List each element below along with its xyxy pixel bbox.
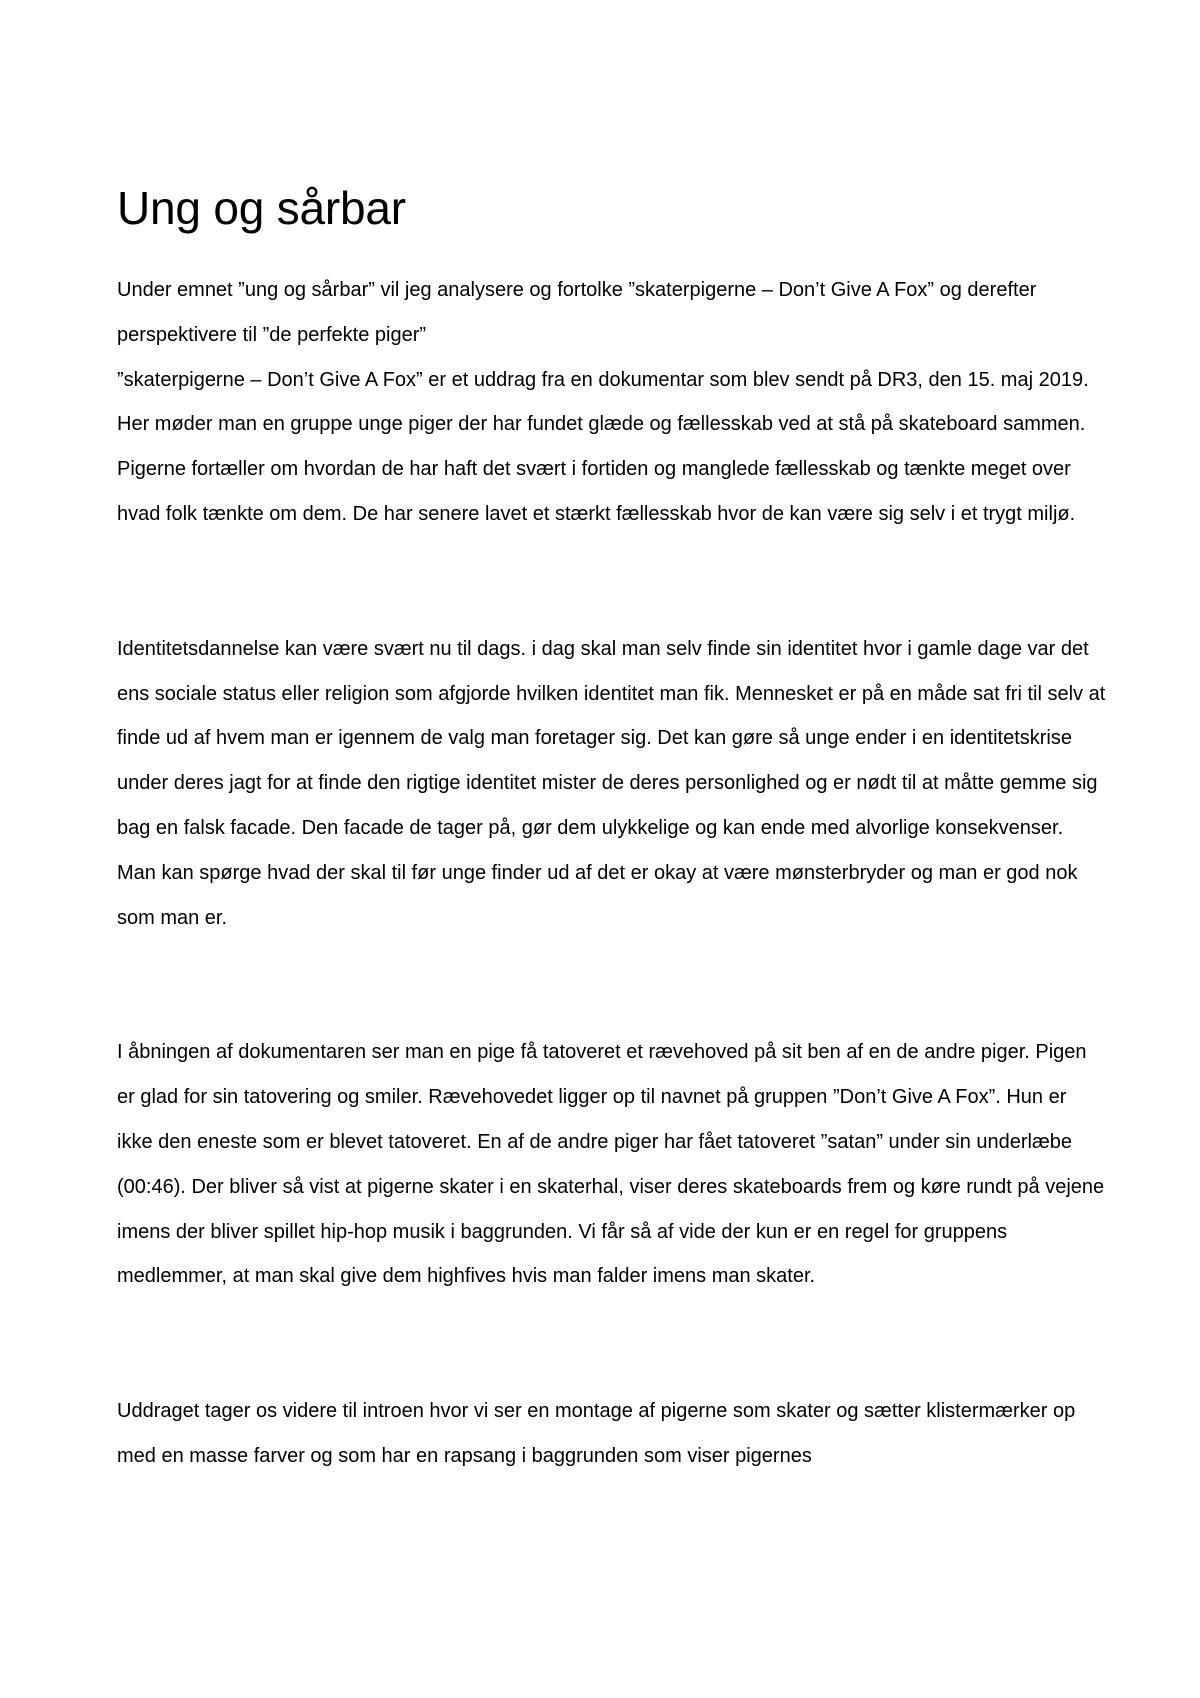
paragraph-summary: ”skaterpigerne – Don’t Give A Fox” er et uddrag fra en dokumentar som blev sendt på DR3, den 15. maj 2019. Her møder man en gruppe unge piger der har fundet glæde og fællesskab ved at stå på skateboard sammen. Pigerne fortæller om hvordan de har haft det svært i fortiden og manglede fællesskab og tænkte meget over hvad folk tænkte om dem. De har senere lavet et stærkt fællesskab hvor de kan være sig selv i et trygt miljø. [117, 368, 1089, 525]
paragraph-intro: Under emnet ”ung og sårbar” vil jeg analysere og fortolke ”skaterpigerne – Don’t Give A Fox” og derefter perspektivere til ”de perfekte piger” [117, 279, 1037, 346]
paragraph-opening: I åbningen af dokumentaren ser man en pige få tatoveret et rævehoved på sit ben af en de andre piger. Pigen er glad for sin tatovering og smiler. Rævehovedet ligger op til navnet på gruppen ”Don’t Give A Fox”. Hun er ikke den eneste som er blevet tatoveret. En af de andre piger har fået tatoveret ”satan” under sin underlæbe (00:46). Der bliver så vist at pigerne skater i en skaterhal, viser deres skateboards frem og køre rundt på vejene imens der bliver spillet hip-hop musik i baggrunden. Vi får så af vide der kun er en regel for gruppens medlemmer, at man skal give dem highfives hvis man falder imens man skater. [117, 1041, 1105, 1288]
document-body [117, 178, 1107, 1479]
paragraph-intro-montage: Uddraget tager os videre til introen hvor vi ser en montage af pigerne som skater og sætter klistermærker op med en masse farver og som har en rapsang i baggrunden som viser pigernes [117, 1400, 1076, 1467]
paragraph-identity: Identitetsdannelse kan være svært nu til dags. i dag skal man selv finde sin identitet hvor i gamle dage var det ens sociale status eller religion som afgjorde hvilken identitet man fik. Mennesket er på en måde sat fri til selv at finde ud af hvem man er igennem de valg man foretager sig. Det kan gøre så unge ender i en identitetskrise under deres jagt for at finde den rigtige identitet mister de deres personlighed og er nødt til at måtte gemme sig bag en falsk facade. Den facade de tager på, gør dem ulykkelige og kan ende med alvorlige konsekvenser. Man kan spørge hvad der skal til før unge finder ud af det er okay at være mønsterbryder og man er god nok som man er. [117, 637, 1106, 929]
document-title: Ung og sårbar [117, 182, 406, 234]
